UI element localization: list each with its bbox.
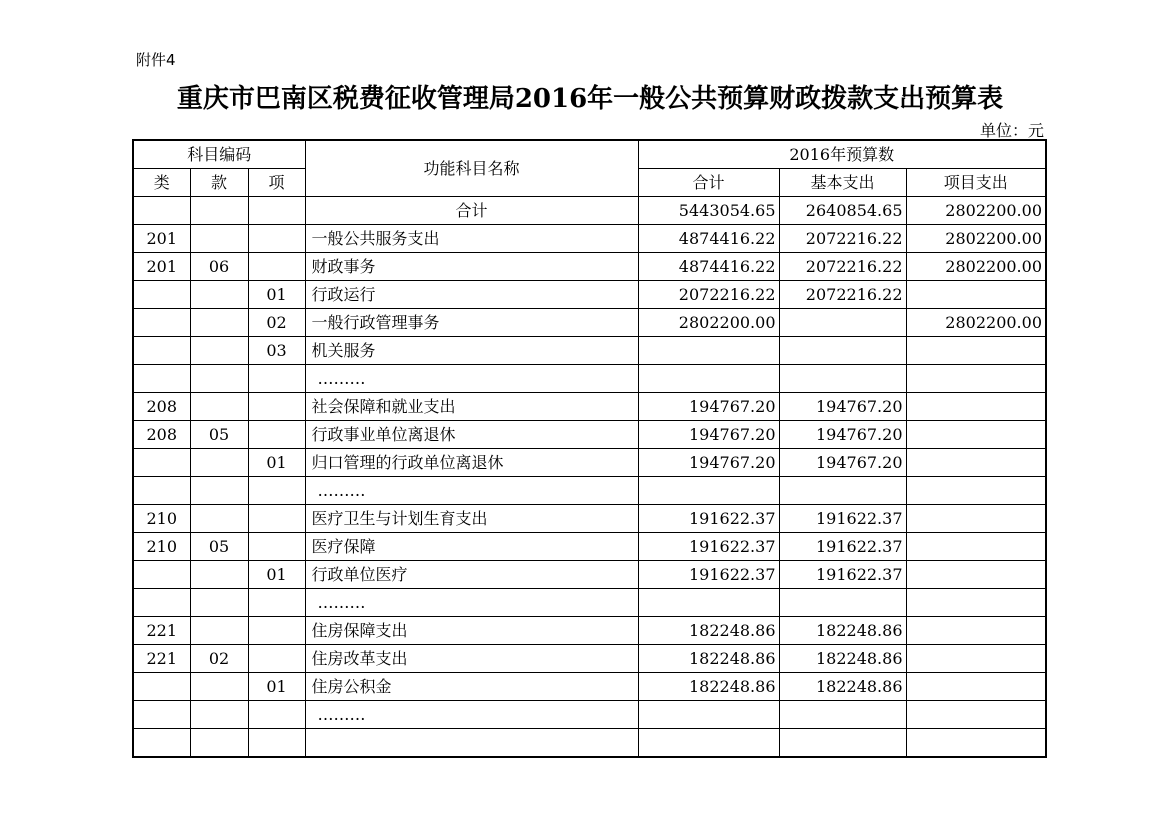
cell-kuan: 05	[190, 533, 248, 561]
cell-name: 归口管理的行政单位离退休	[305, 449, 638, 477]
cell-lei	[133, 673, 190, 701]
cell-xiang: 01	[248, 673, 305, 701]
cell-total	[638, 477, 779, 505]
cell-lei: 210	[133, 533, 190, 561]
cell-total: 2802200.00	[638, 309, 779, 337]
table-row	[133, 449, 1046, 477]
cell-total: 4874416.22	[638, 253, 779, 281]
cell-total: 191622.37	[638, 533, 779, 561]
cell-xiang	[248, 701, 305, 729]
cell-project	[906, 645, 1046, 673]
header-row-1	[133, 140, 1046, 169]
cell-name: 行政运行	[305, 281, 638, 309]
cell-lei: 221	[133, 617, 190, 645]
table-row	[133, 701, 1046, 729]
cell-name: 住房改革支出	[305, 645, 638, 673]
cell-basic	[779, 477, 906, 505]
cell-xiang: 01	[248, 281, 305, 309]
cell-name: 一般行政管理事务	[305, 309, 638, 337]
cell-project: 2802200.00	[906, 309, 1046, 337]
cell-kuan: 06	[190, 253, 248, 281]
cell-lei	[133, 197, 190, 225]
cell-project	[906, 505, 1046, 533]
budget-table	[132, 139, 1047, 758]
cell-kuan	[190, 477, 248, 505]
cell-name: 行政单位医疗	[305, 561, 638, 589]
cell-basic: 2072216.22	[779, 281, 906, 309]
cell-lei	[133, 449, 190, 477]
table-row	[133, 281, 1046, 309]
cell-kuan	[190, 561, 248, 589]
cell-xiang	[248, 253, 305, 281]
cell-lei	[133, 337, 190, 365]
unit-label: 单位：元	[979, 121, 1044, 140]
cell-total	[638, 729, 779, 758]
cell-total: 191622.37	[638, 505, 779, 533]
cell-total: 194767.20	[638, 421, 779, 449]
cell-xiang	[248, 533, 305, 561]
cell-project: 2802200.00	[906, 253, 1046, 281]
cell-project	[906, 729, 1046, 758]
cell-basic: 182248.86	[779, 645, 906, 673]
cell-lei: 221	[133, 645, 190, 673]
cell-project	[906, 477, 1046, 505]
table-row	[133, 477, 1046, 505]
attachment-label: 附件4	[136, 51, 176, 69]
cell-xiang	[248, 617, 305, 645]
cell-basic: 194767.20	[779, 393, 906, 421]
table-row	[133, 729, 1046, 758]
cell-kuan	[190, 505, 248, 533]
cell-xiang: 03	[248, 337, 305, 365]
cell-kuan	[190, 393, 248, 421]
table-row	[133, 253, 1046, 281]
header-code-group: 科目编码	[133, 140, 305, 169]
cell-lei	[133, 477, 190, 505]
cell-project	[906, 673, 1046, 701]
cell-basic: 194767.20	[779, 449, 906, 477]
header-xiang: 项	[248, 169, 305, 197]
cell-total	[638, 701, 779, 729]
cell-name: ………	[305, 701, 638, 729]
cell-total: 194767.20	[638, 393, 779, 421]
cell-basic: 182248.86	[779, 673, 906, 701]
cell-xiang	[248, 421, 305, 449]
cell-xiang	[248, 505, 305, 533]
table-row	[133, 337, 1046, 365]
cell-lei	[133, 729, 190, 758]
cell-basic: 191622.37	[779, 533, 906, 561]
cell-project	[906, 533, 1046, 561]
cell-kuan: 05	[190, 421, 248, 449]
cell-kuan	[190, 673, 248, 701]
cell-kuan	[190, 225, 248, 253]
cell-name: 住房公积金	[305, 673, 638, 701]
cell-total	[638, 337, 779, 365]
cell-basic	[779, 365, 906, 393]
table-row	[133, 617, 1046, 645]
cell-basic: 2640854.65	[779, 197, 906, 225]
cell-total: 194767.20	[638, 449, 779, 477]
cell-kuan	[190, 617, 248, 645]
table-row	[133, 225, 1046, 253]
cell-basic: 182248.86	[779, 617, 906, 645]
cell-lei	[133, 309, 190, 337]
cell-basic	[779, 701, 906, 729]
cell-name: 住房保障支出	[305, 617, 638, 645]
cell-xiang: 02	[248, 309, 305, 337]
cell-project	[906, 589, 1046, 617]
cell-kuan	[190, 589, 248, 617]
cell-lei: 210	[133, 505, 190, 533]
table-row	[133, 421, 1046, 449]
cell-lei: 208	[133, 393, 190, 421]
header-basic: 基本支出	[779, 169, 906, 197]
table-row	[133, 505, 1046, 533]
cell-lei: 201	[133, 253, 190, 281]
cell-xiang: 01	[248, 449, 305, 477]
cell-xiang	[248, 365, 305, 393]
cell-name: 合计	[305, 197, 638, 225]
cell-basic: 191622.37	[779, 505, 906, 533]
table-row	[133, 533, 1046, 561]
cell-lei	[133, 281, 190, 309]
cell-lei	[133, 589, 190, 617]
cell-name: 社会保障和就业支出	[305, 393, 638, 421]
cell-project	[906, 393, 1046, 421]
cell-total	[638, 365, 779, 393]
cell-basic: 2072216.22	[779, 253, 906, 281]
cell-project: 2802200.00	[906, 225, 1046, 253]
cell-xiang	[248, 729, 305, 758]
cell-lei	[133, 365, 190, 393]
cell-kuan	[190, 197, 248, 225]
cell-kuan: 02	[190, 645, 248, 673]
cell-lei	[133, 701, 190, 729]
cell-project	[906, 365, 1046, 393]
cell-kuan	[190, 449, 248, 477]
cell-name: ………	[305, 589, 638, 617]
cell-lei: 201	[133, 225, 190, 253]
cell-project	[906, 449, 1046, 477]
cell-project	[906, 617, 1046, 645]
page-title: 重庆市巴南区税费征收管理局2016年一般公共预算财政拨款支出预算表	[176, 84, 1004, 114]
cell-total: 4874416.22	[638, 225, 779, 253]
cell-name: 机关服务	[305, 337, 638, 365]
cell-basic	[779, 337, 906, 365]
table-row	[133, 673, 1046, 701]
cell-kuan	[190, 309, 248, 337]
cell-total	[638, 589, 779, 617]
cell-xiang: 01	[248, 561, 305, 589]
cell-kuan	[190, 701, 248, 729]
header-total: 合计	[638, 169, 779, 197]
cell-project	[906, 701, 1046, 729]
header-name: 功能科目名称	[305, 140, 638, 197]
cell-project: 2802200.00	[906, 197, 1046, 225]
header-kuan: 款	[190, 169, 248, 197]
cell-lei	[133, 561, 190, 589]
cell-name: 一般公共服务支出	[305, 225, 638, 253]
cell-xiang	[248, 589, 305, 617]
cell-xiang	[248, 645, 305, 673]
cell-basic	[779, 729, 906, 758]
cell-xiang	[248, 393, 305, 421]
cell-total: 182248.86	[638, 645, 779, 673]
cell-total: 5443054.65	[638, 197, 779, 225]
table-body	[133, 197, 1046, 758]
cell-kuan	[190, 729, 248, 758]
cell-name: 财政事务	[305, 253, 638, 281]
cell-name	[305, 729, 638, 758]
cell-project	[906, 561, 1046, 589]
table-row	[133, 561, 1046, 589]
cell-xiang	[248, 225, 305, 253]
table-row	[133, 393, 1046, 421]
header-project: 项目支出	[906, 169, 1046, 197]
cell-basic	[779, 309, 906, 337]
cell-project	[906, 421, 1046, 449]
cell-kuan	[190, 281, 248, 309]
table-row	[133, 197, 1046, 225]
cell-total: 191622.37	[638, 561, 779, 589]
cell-basic: 194767.20	[779, 421, 906, 449]
cell-name: ………	[305, 477, 638, 505]
table-row	[133, 309, 1046, 337]
cell-name: 医疗卫生与计划生育支出	[305, 505, 638, 533]
cell-xiang	[248, 197, 305, 225]
cell-basic: 2072216.22	[779, 225, 906, 253]
cell-name: 医疗保障	[305, 533, 638, 561]
cell-basic	[779, 589, 906, 617]
cell-total: 182248.86	[638, 617, 779, 645]
cell-basic: 191622.37	[779, 561, 906, 589]
header-lei: 类	[133, 169, 190, 197]
cell-xiang	[248, 477, 305, 505]
cell-kuan	[190, 337, 248, 365]
cell-kuan	[190, 365, 248, 393]
cell-total: 2072216.22	[638, 281, 779, 309]
cell-total: 182248.86	[638, 673, 779, 701]
table-row	[133, 365, 1046, 393]
header-budget-group: 2016年预算数	[638, 140, 1046, 169]
cell-lei: 208	[133, 421, 190, 449]
cell-project	[906, 281, 1046, 309]
cell-name: ………	[305, 365, 638, 393]
table-row	[133, 589, 1046, 617]
table-row	[133, 645, 1046, 673]
cell-project	[906, 337, 1046, 365]
cell-name: 行政事业单位离退休	[305, 421, 638, 449]
